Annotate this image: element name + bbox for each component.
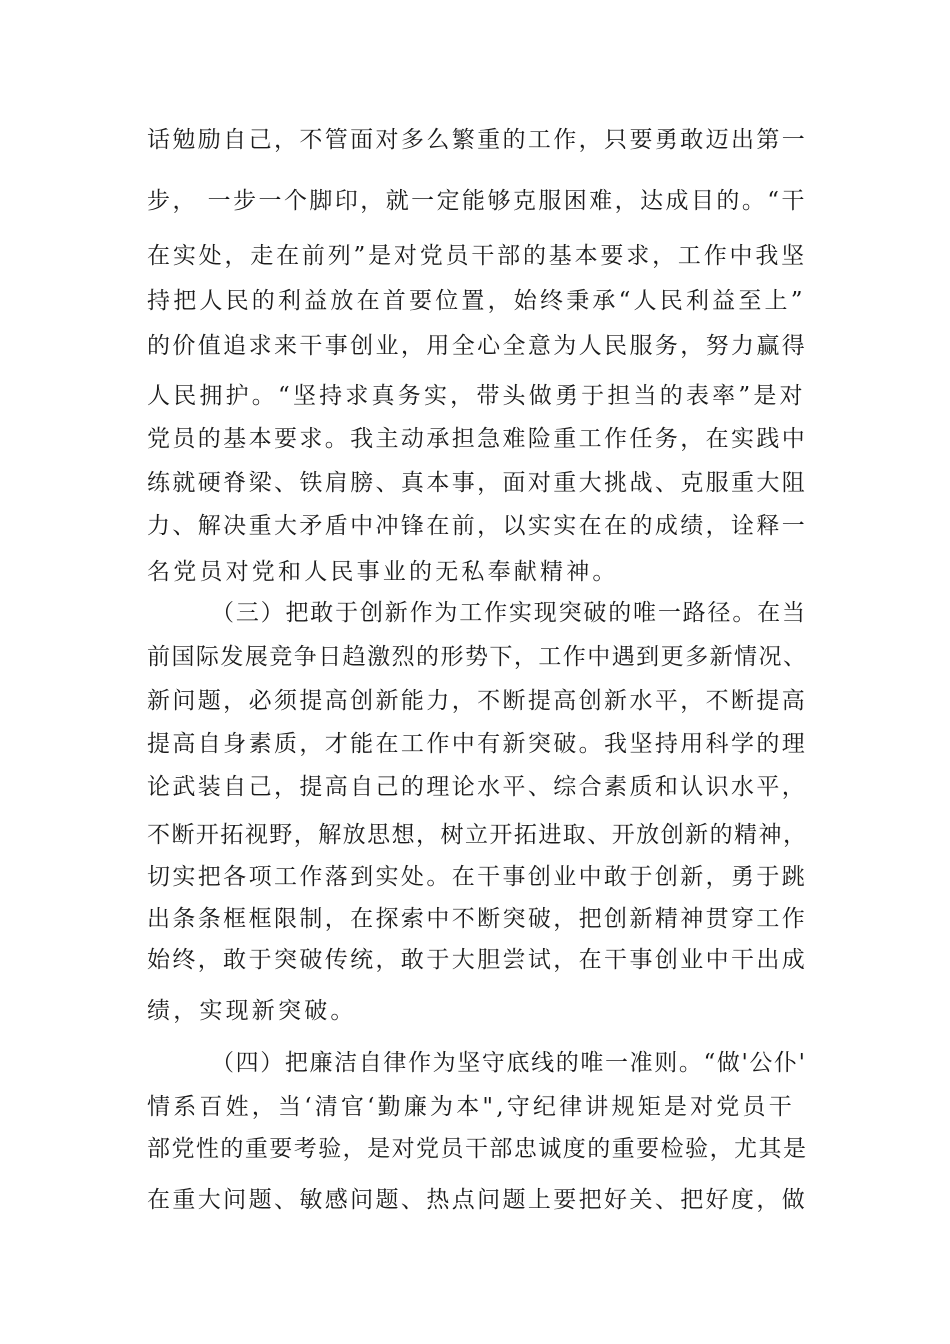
text-line: 党员的基本要求。我主动承担急难险重工作任务，在实践中 [147, 426, 808, 452]
text-line: 始终，敢于突破传统，敢于大胆尝试，在干事创业中干出成 [147, 947, 808, 973]
text-line: 人民拥护。“坚持求真务实，带头做勇于担当的表率”是对 [147, 383, 806, 409]
text-line: 不断开拓视野，解放思想，树立开拓进取、开放创新的精神， [147, 822, 808, 848]
text-line: 在重大问题、敏感问题、热点问题上要把好关、把好度，做 [147, 1187, 808, 1213]
text-line: 论武装自己，提高自己的理论水平、综合素质和认识水平， [147, 774, 808, 800]
text-line: 提高自身素质，才能在工作中有新突破。我坚持用科学的理 [147, 731, 808, 757]
text-line: 部党性的重要考验，是对党员干部忠诚度的重要检验，尤其是 [147, 1136, 808, 1162]
text-line: 情系百姓，当‘清官‘勤廉为本",守纪律讲规矩是对党员干 [147, 1094, 795, 1120]
section-heading: （三）把敢于创新作为工作实现突破的唯一路径。在当 [211, 600, 807, 626]
text-line: 练就硬脊梁、铁肩膀、真本事，面对重大挑战、克服重大阻 [147, 470, 808, 496]
text-line: 名党员对党和人民事业的无私奉献精神。 [147, 559, 619, 585]
text-line: 切实把各项工作落到实处。在干事创业中敢于创新，勇于跳 [147, 864, 808, 890]
text-line: 的价值追求来干事创业，用全心全意为人民服务，努力赢得 [147, 333, 808, 359]
text-line: 前国际发展竞争日趋激烈的形势下，工作中遇到更多新情况、 [147, 644, 808, 670]
text-line: 力、解决重大矛盾中冲锋在前，以实实在在的成绩，诠释一 [147, 513, 808, 539]
text-line: 步， 一步一个脚印，就一定能够克服困难，达成目的。“干 [147, 188, 807, 214]
text-line: 在实处，走在前列”是对党员干部的基本要求，工作中我坚 [147, 243, 807, 269]
text-line: 出条条框框限制，在探索中不断突破，把创新精神贯穿工作 [147, 906, 808, 932]
section-heading: （四）把廉洁自律作为坚守底线的唯一准则。“做'公仆' [211, 1050, 807, 1076]
text-line: 绩，实现新突破。 [147, 998, 357, 1024]
text-line: 话勉励自己，不管面对多么繁重的工作，只要勇敢迈出第一 [147, 127, 808, 153]
text-line: 持把人民的利益放在首要位置，始终秉承“人民利益至上” [147, 288, 806, 314]
text-line: 新问题，必须提高创新能力，不断提高创新水平，不断提高 [147, 688, 808, 714]
